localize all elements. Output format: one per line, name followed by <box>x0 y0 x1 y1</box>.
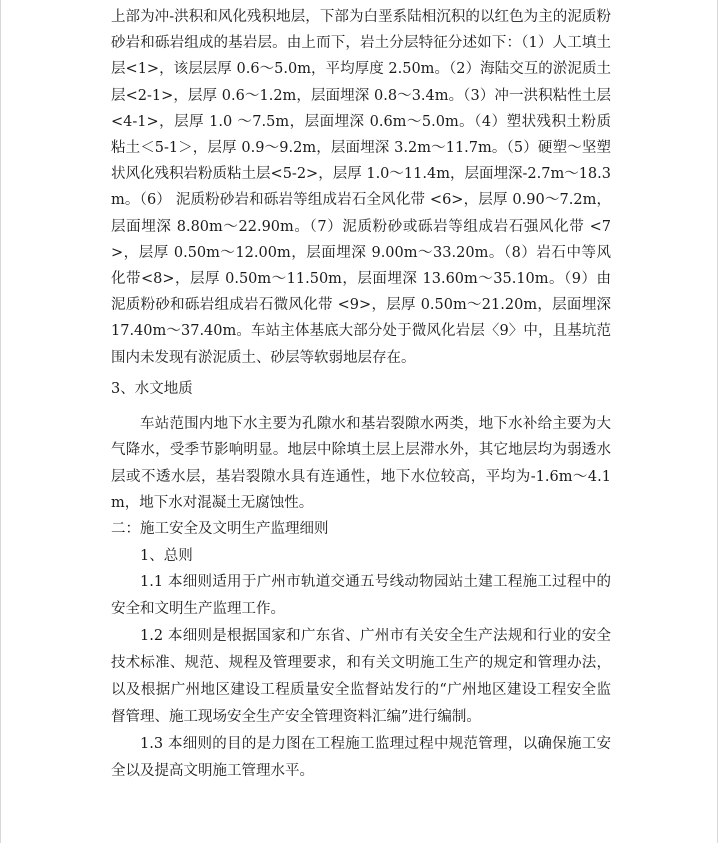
hydrogeology-paragraph: 车站范围内地下水主要为孔隙水和基岩裂隙水两类，地下水补给主要为大气降水，受季节影响明显。地层中除填土层上层滞水外，其它地层均为弱透水层或不透水层，基岩裂隙水具有连通性，地下水位较高，平均为-1.6m～4.1m，地下水对混凝土无腐蚀性。 <box>111 415 611 512</box>
article-1-2: 1.2 本细则是根据国家和广东省、广州市有关安全生产法规和行业的安全技术标准、规范、规程及管理要求，和有关文明施工生产的规定和管理办法，以及根据广州地区建设工程质量安全监督站发行的“广州地区建设工程安全监督管理、施工现场安全生产安全管理资料汇编”进行编制。 <box>111 628 611 726</box>
section-2-heading: 二：施工安全及文明生产监理细则 <box>111 521 329 538</box>
general-provisions-heading: 1、总则 <box>140 547 193 564</box>
document-body <box>111 4 611 785</box>
geology-layers-paragraph: 上部为冲-洪积和风化残积地层，下部为白垩系陆相沉积的以红色为主的泥质粉砂岩和砾岩组成的基岩层。由上而下，岩土分层特征分述如下：（1）人工填土层<1>，该层层厚 0.6～5.0m，平均厚度 2.50m。（2）海陆交互的淤泥质土层<2-1>，层厚 0.6～1.2m，层面埋深 0.8～3.4m。（3）冲一洪积粘性土层<4-1>，层厚 1.0 ～7.5m，层面埋深 0.6m～5.0m。（4）塑状残积土粉质粘土＜5-1＞，层厚 0.9～9.2m，层面埋深 3.2m～11.7m。（5）硬塑～坚塑状风化残积岩粉质粘土层<5-2>，层厚 1.0～11.4m，层面埋深-2.7m～18.3m。（6） 泥质粉砂岩和砾岩等组成岩石全风化带 <6>，层厚 0.90～7.2m，层面埋深 8.80m～22.90m。（7）泥质粉砂或砾岩等组成岩石强风化带 <7>，层厚 0.50m～12.00m，层面埋深 9.00m～33.20m。（8）岩石中等风化带<8>，层厚 0.50m～11.50m，层面埋深 13.60m～35.10m。（9）由泥质粉砂和砾岩组成岩石微风化带 <9>，层厚 0.50m～21.20m，层面埋深 17.40m～37.40m。车站主体基底大部分处于微风化岩层〈9〉中，且基坑范围内未发现有淤泥质土、砂层等软弱地层存在。 <box>111 9 611 366</box>
article-1-3: 1.3 本细则的目的是力图在工程施工监理过程中规范管理，以确保施工安全以及提高文明施工管理水平。 <box>111 736 611 780</box>
article-1-1: 1.1 本细则适用于广州市轨道交通五号线动物园站土建工程施工过程中的安全和文明生产监理工作。 <box>111 574 611 618</box>
hydrogeology-heading: 3、水文地质 <box>111 380 193 397</box>
